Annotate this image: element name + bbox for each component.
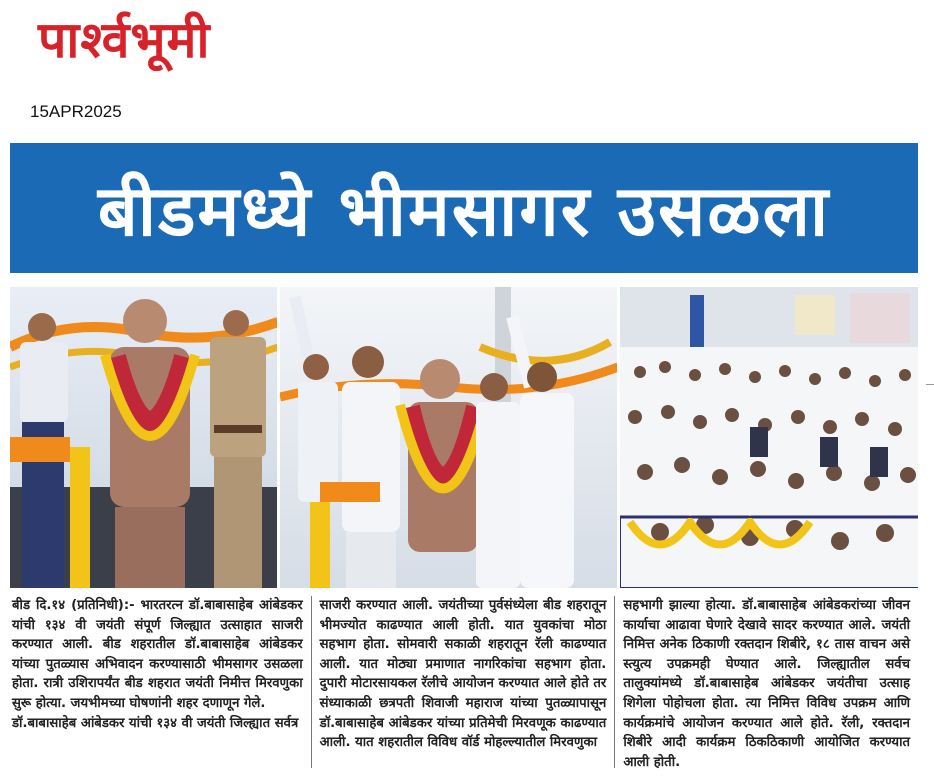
photo-strip xyxy=(10,287,918,588)
article-paragraph: साजरी करण्यात आली. जयंतीच्या पुर्वसंध्येला बीड शहरातून भीमज्योत काढण्यात आली होती. यात युवकांचा मोठा सहभाग होता. सोमवारी सकाळी शहरातून रॅली काढण्यात आली. यात मोठ्या प्रमाणात नागरिकांचा सहभाग होता. दुपारी मोटारसायकल रॅलीचे आयोजन करण्यात आले होते तर संध्याकाळी छत्रपती शिवाजी महाराज यांच्या पुतळ्यापासून डॉ.बाबासाहेब आंबेडकर यांच्या प्रतिमेची मिरवणूक काढण्यात आली. यात शहरातील विविध वॉर्ड मोहल्ल्यातील मिरवणुका xyxy=(319,598,607,751)
article-column-2 xyxy=(311,596,615,768)
article-column-3 xyxy=(614,596,918,768)
photo-statue-leaders xyxy=(280,287,617,588)
article-paragraph: डॉ.बाबासाहेब आंबेडकर यांची १३४ वी जयंती जिल्ह्यात सर्वत्र xyxy=(12,715,299,731)
photo-crowd-rally xyxy=(620,287,918,588)
newspaper-masthead: पार्श्वभूमी xyxy=(38,10,211,69)
article-body xyxy=(10,596,918,768)
publication-date: 15APR2025 xyxy=(30,102,122,121)
photo-statue-officials xyxy=(10,287,277,588)
article-paragraph: बीड दि.१४ (प्रतिनिधी):- भारतरत्न डॉ.बाबासाहेब आंबेडकर यांची १३४ वी जयंती संपूर्ण जिल्ह्यात उत्साहात साजरी करण्यात आली. बीड शहरातील डॉ.बाबासाहेब आंबेडकर यांच्या पुतळ्यास अभिवादन करण्यासाठी भीमसागर उसळला होता. रात्री उशिरापर्यंत बीड शहरात जयंती निमीत्त मिरवणुका सुरू होत्या. जयभीमच्या घोषणांनी शहर दणाणून गेले. xyxy=(12,598,303,711)
article-column-1 xyxy=(10,596,311,768)
headline-banner xyxy=(10,143,918,273)
page-edge-mark xyxy=(926,384,934,385)
headline-text: बीडमध्ये भीमसागर उसळला xyxy=(97,170,831,252)
article-paragraph: सहभागी झाल्या होत्या. डॉ.बाबासाहेब आंबेडकरांच्या जीवन कार्याचा आढावा घेणारे देखावे सादर करण्यात आले. जयंती निमित्त अनेक ठिकाणी रक्तदान शिबीरे, १८ तास वाचन असे स्त्युत्य उपक्रमही घेण्यात आले. जिल्ह्यातील सर्वच तालुक्यांमध्ये डॉ.बाबासाहेब आंबेडकर जयंतीचा उत्साह शिगेला पोहोचला होता. त्या निमित्त विविध उपक्रम आणि कार्यक्रमांचे आयोजन करण्यात आले होते. रॅली, रक्तदान शिबीरे आदी कार्यक्रम ठिकठिकाणी आयोजित करण्यात आली होती. xyxy=(623,598,911,770)
